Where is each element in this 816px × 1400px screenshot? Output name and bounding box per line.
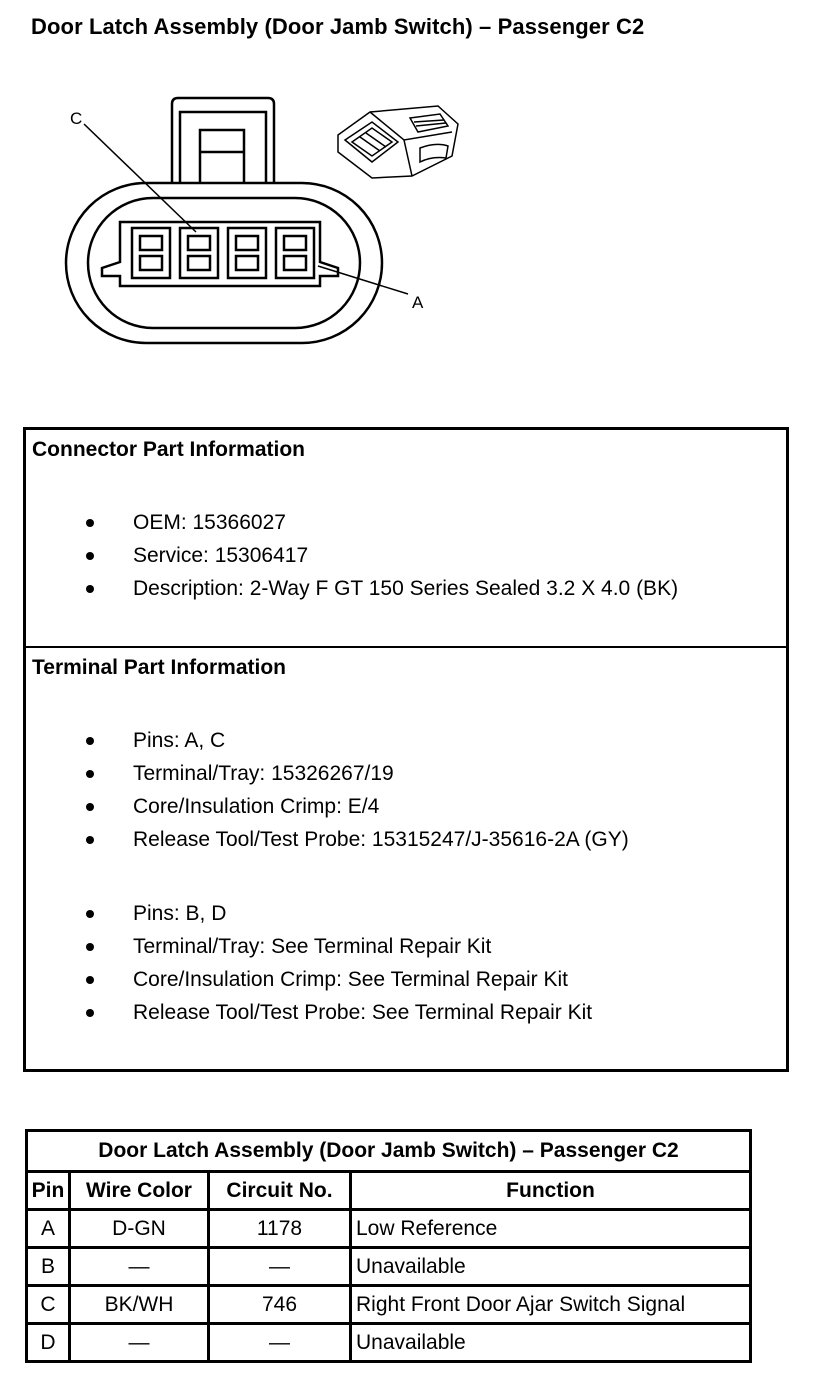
wire-color-cell: — (70, 1248, 209, 1286)
pin-table (25, 1129, 752, 1363)
pin-cell: C (27, 1286, 70, 1324)
pin-cell: B (27, 1248, 70, 1286)
circuit-cell: 1178 (209, 1210, 351, 1248)
table-row (27, 1324, 751, 1362)
table-caption: Door Latch Assembly (Door Jamb Switch) – Passenger C2 (27, 1131, 751, 1172)
column-header: Circuit No. (209, 1172, 351, 1210)
table-row (27, 1248, 751, 1286)
terminal-cavity-2 (180, 228, 218, 278)
part-information-box (23, 427, 789, 1072)
circuit-cell: 746 (209, 1286, 351, 1324)
function-cell: Low Reference (351, 1210, 751, 1248)
connector-diagram (0, 90, 480, 360)
function-cell: Unavailable (351, 1248, 751, 1286)
pin-label-c: C (70, 109, 83, 128)
table-row (27, 1210, 751, 1248)
cavity-body (102, 222, 338, 286)
wire-color-cell: D-GN (70, 1210, 209, 1248)
function-cell: Unavailable (351, 1324, 751, 1362)
circuit-cell: — (209, 1324, 351, 1362)
terminal-part-information: Terminal Part Information Pins: A, C Terminal/Tray: 15326267/19 Core/Insulation Crimp: E/4 Release Tool/Test Probe: 15315247/J-35616-2A (GY) Pins: B, D Terminal/Tray: See Terminal Repair Kit Core/Insulation Crimp: See Terminal Repair Kit Release Tool/Test Probe: See Terminal Repair Kit (32, 656, 629, 1024)
column-header: Pin (27, 1172, 70, 1210)
table-header-row (27, 1172, 751, 1210)
connector-info-heading: Connector Part Information (32, 438, 306, 461)
terminal-cavity-3 (228, 228, 266, 278)
circuit-cell: — (209, 1248, 351, 1286)
terminal-cavity-4 (276, 228, 314, 278)
column-header: Wire Color (70, 1172, 209, 1210)
connector-part-information: Connector Part Information OEM: 15366027 Service: 15306417 Description: 2-Way F GT 150 Series Sealed 3.2 X 4.0 (BK) (26, 430, 786, 648)
function-cell: Right Front Door Ajar Switch Signal (351, 1286, 751, 1324)
pin-cell: D (27, 1324, 70, 1362)
pin-cell: A (27, 1210, 70, 1248)
wire-color-cell: — (70, 1324, 209, 1362)
table-caption-row (27, 1131, 751, 1172)
terminal-cavity-1 (132, 228, 170, 278)
leader-line-a (318, 266, 408, 294)
pin-label-a: A (412, 293, 424, 312)
column-header: Function (351, 1172, 751, 1210)
page-title: Door Latch Assembly (Door Jamb Switch) – Passenger C2 (31, 14, 645, 39)
wire-color-cell: BK/WH (70, 1286, 209, 1324)
terminal-info-heading: Terminal Part Information (32, 656, 286, 679)
table-row (27, 1286, 751, 1324)
connector-thumbnail (338, 106, 458, 178)
